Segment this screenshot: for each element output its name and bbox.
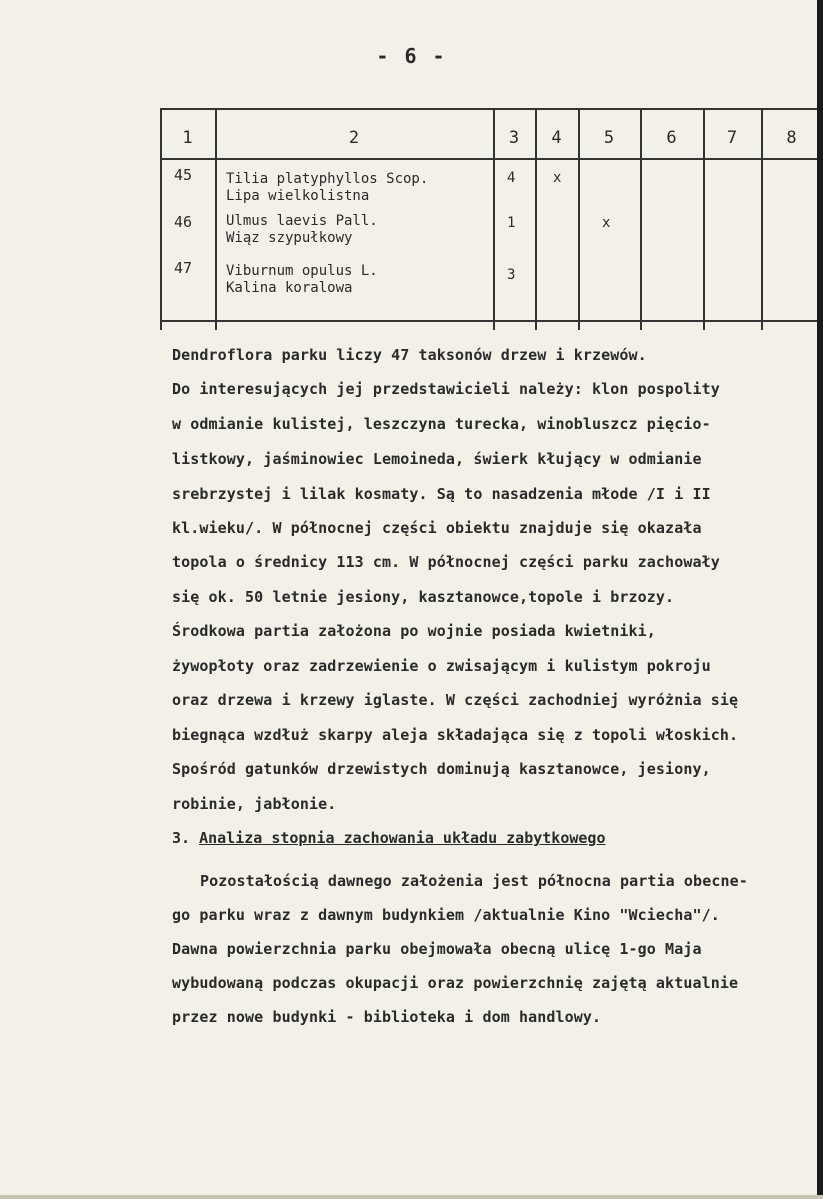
species-latin-name: Ulmus laevis Pall. [226, 213, 378, 229]
page-number: - 6 - [376, 44, 447, 68]
paragraph-line: biegnąca wzdłuż skarpy aleja składająca się z topoli włoskich. [172, 726, 739, 744]
table-bottom-rule [160, 320, 822, 322]
paragraph-line: Dawna powierzchnia parku obejmowała obecną ulicę 1-go Maja [172, 940, 702, 958]
species-latin-name: Viburnum opulus L. [226, 263, 378, 279]
species-table [160, 108, 822, 328]
table-header-cell: 7 [726, 128, 738, 148]
paragraph-line: się ok. 50 letnie jesiony, kasztanowce,topole i brzozy. [172, 588, 675, 606]
paragraph-line: Dendroflora parku liczy 47 taksonów drzew i krzewów. [172, 346, 647, 364]
table-header-cell: 2 [348, 128, 360, 148]
section-number: 3. [172, 829, 191, 847]
table-header-cell: 3 [508, 128, 520, 148]
paragraph-line: żywopłoty oraz zadrzewienie o zwisającym i kulistym pokroju [172, 657, 711, 675]
paragraph-line: Do interesujących jej przedstawicieli należy: klon pospolity [172, 380, 720, 398]
paragraph-line: w odmianie kulistej, leszczyna turecka, winobluszcz pięcio- [172, 415, 711, 433]
paragraph-line: Środkowa partia założona po wojnie posiada kwietniki, [172, 622, 656, 640]
paragraph-line: przez nowe budynki - biblioteka i dom handlowy. [172, 1008, 602, 1026]
paragraph-line: Pozostałością dawnego założenia jest północna partia obecne- [200, 872, 748, 890]
row-number: 46 [174, 213, 193, 231]
paragraph-line: robinie, jabłonie. [172, 795, 337, 813]
row-number: 45 [174, 166, 193, 184]
species-polish-name: Kalina koralowa [226, 280, 353, 296]
table-header-cell: 5 [603, 128, 615, 148]
table-header-cell: 4 [551, 128, 562, 148]
paragraph-line: topola o średnicy 113 cm. W północnej części parku zachowały [172, 553, 720, 571]
mark-cell: x [553, 170, 562, 186]
mark-cell: x [602, 215, 611, 231]
table-header-cell: 8 [786, 128, 797, 148]
table-top-rule [160, 108, 822, 110]
count-cell: 3 [507, 267, 516, 283]
count-cell: 4 [507, 170, 516, 186]
paragraph-line: kl.wieku/. W północnej części obiektu znajduje się okazała [172, 519, 702, 537]
species-polish-name: Lipa wielkolistna [226, 188, 370, 204]
paragraph-line: oraz drzewa i krzewy iglaste. W części zachodniej wyróżnia się [172, 691, 739, 709]
species-polish-name: Wiąz szypułkowy [226, 230, 353, 246]
paragraph-line: Spośród gatunków drzewistych dominują kasztanowce, jesiony, [172, 760, 711, 778]
table-header-cell: 1 [182, 128, 193, 148]
paragraph-line: go parku wraz z dawnym budynkiem /aktualnie Kino "Wciecha"/. [172, 906, 720, 924]
row-number: 47 [174, 259, 193, 277]
section-title: Analiza stopnia zachowania układu zabytkowego [199, 829, 606, 847]
table-header-cell: 6 [666, 128, 677, 148]
page-bottom-edge [0, 1195, 823, 1199]
page-edge-shadow [817, 0, 823, 1199]
count-cell: 1 [507, 215, 516, 231]
paragraph-line: wybudowaną podczas okupacji oraz powierzchnię zajętą aktualnie [172, 974, 739, 992]
species-latin-name: Tilia platyphyllos Scop. [226, 171, 429, 187]
paragraph-line: srebrzystej i lilak kosmaty. Są to nasadzenia młode /I i II [172, 485, 711, 503]
section-heading [172, 829, 605, 847]
paragraph-line: listkowy, jaśminowiec Lemoineda, świerk kłujący w odmianie [172, 450, 702, 468]
table-header-rule [160, 158, 822, 160]
